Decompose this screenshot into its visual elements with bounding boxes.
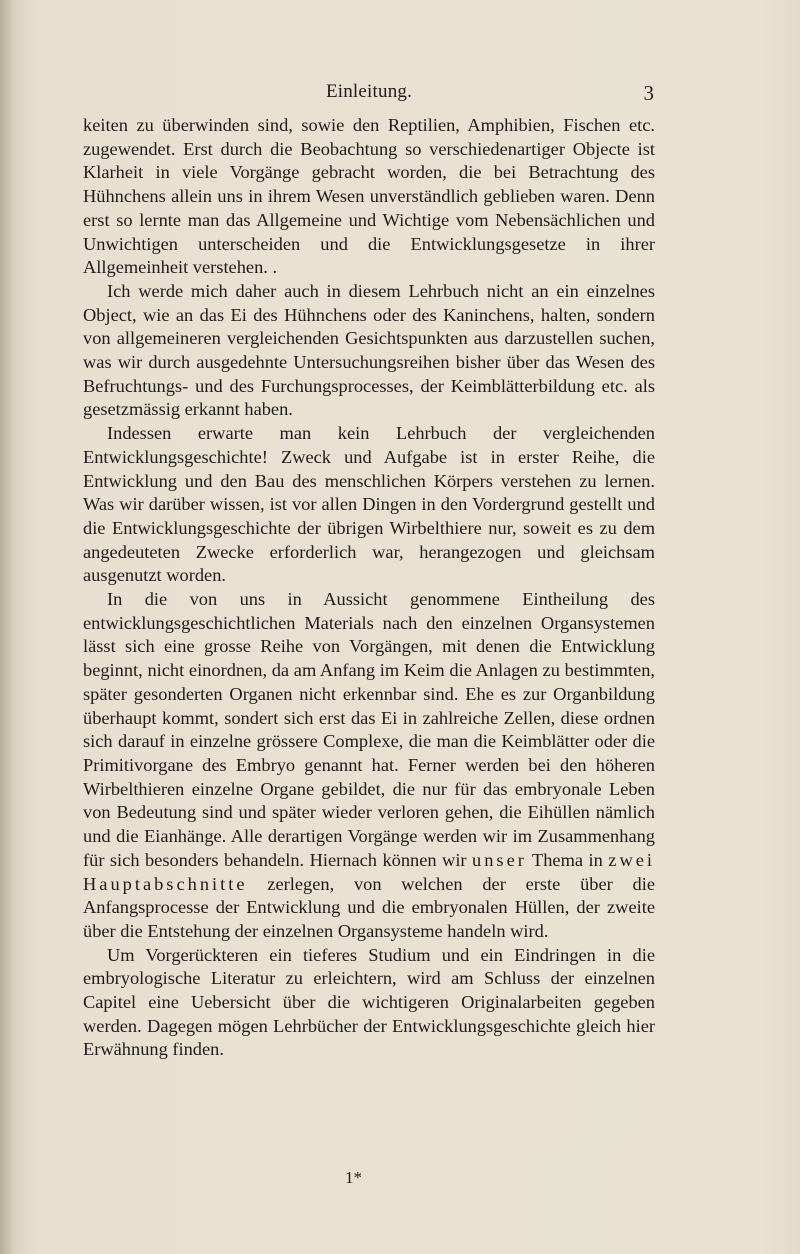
spaced-word-unser: unser bbox=[472, 849, 527, 870]
page-number: 3 bbox=[643, 81, 654, 105]
paragraph-4 bbox=[83, 588, 655, 944]
paragraph-4-text-before: In die von uns in Aussicht genommene Eintheilung des entwicklungsgeschichtlichen Materials nach den einzelnen Organsystemen lässt sich eine grosse Reihe von Vorgängen, mit denen die Entwicklung beginnt, nicht einordnen, da am Anfang im Keim die Anlagen zu bestimmten, später gesonderten Organen nicht erkennbar sind. Ehe es zur Organbildung überhaupt kommt, sondert sich erst das Ei in zahlreiche Zellen, diese ordnen sich darauf in einzelne grössere Complexe, die man die Keimblätter oder die Primitivorgane des Embryo genannt hat. Ferner werden bei den höheren Wirbelthieren einzelne Organe gebildet, die nur für das embryonale Leben von Bedeutung sind und später wieder verloren gehen, die Eihüllen nämlich und die Eianhänge. Alle derartigen Vorgänge werden wir im Zusammenhang für sich besonders behandeln. Hiernach können wir bbox=[83, 589, 655, 870]
paragraph-4-text-middle: Thema in bbox=[532, 849, 603, 870]
paragraph-4-text-after: zerlegen, von welchen der erste über die Anfangsprocesse der Entwicklung und die embryonalen Hüllen, der zweite über die Entstehung der einzelnen Organsysteme handeln wird. bbox=[83, 873, 655, 941]
gutter-shadow bbox=[0, 0, 14, 1254]
body-text bbox=[83, 114, 655, 1062]
spaced-word-hauptabschnitte: Hauptabschnitte bbox=[83, 873, 248, 894]
paragraph-3: Indessen erwarte man kein Lehrbuch der vergleichenden Entwicklungsgeschichte! Zweck und Aufgabe ist in erster Reihe, die Entwicklung und den Bau des menschlichen Körpers verstehen zu lernen. Was wir darüber wissen, ist vor allen Dingen in den Vordergrund gestellt und die Entwicklungsgeschichte der übrigen Wirbelthiere nur, soweit es zu dem angedeuteten Zwecke erforderlich war, herangezogen und gleichsam ausgenutzt worden. bbox=[83, 423, 655, 586]
spaced-word-zwei: zwei bbox=[608, 849, 656, 870]
paragraph-2: Ich werde mich daher auch in diesem Lehrbuch nicht an ein einzelnes Object, wie an das Ei des Hühnchens oder des Kaninchens, halten, sondern von allgemeineren vergleichenden Gesichtspunkten aus darzustellen suchen, was wir durch ausgedehnte Untersuchungsreihen bisher über das Wesen des Befruchtungs- und des Furchungsprocesses, der Keimblätterbildung etc. als gesetzmässig erkannt haben. bbox=[83, 280, 655, 420]
paragraph-5: Um Vorgerückteren ein tieferes Studium und ein Eindringen in die embryologische Literatur zu erleichtern, wird am Schluss der einzelnen Capitel eine Uebersicht über die wichtigeren Originalarbeiten gegeben werden. Dagegen mögen Lehrbücher der Entwicklungsgeschichte gleich hier Erwähnung finden. bbox=[83, 944, 655, 1060]
page-header bbox=[84, 81, 654, 105]
running-head: Einleitung. bbox=[325, 81, 413, 102]
signature-mark: 1* bbox=[345, 1168, 362, 1187]
paragraph-1: keiten zu überwinden sind, sowie den Reptilien, Amphibien, Fischen etc. zugewendet. Erst durch die Beobachtung so verschiedenartiger Objecte ist Klarheit in viele Vorgänge gebracht worden, die bei Betrachtung des Hühnchens allein uns in ihrem Wesen unverständlich geblieben waren. Denn erst so lernte man das Allgemeine und Wichtige vom Nebensächlichen und Unwichtigen unterscheiden und die Entwicklungsgesetze in ihrer Allgemeinheit verstehen. . bbox=[83, 115, 655, 278]
